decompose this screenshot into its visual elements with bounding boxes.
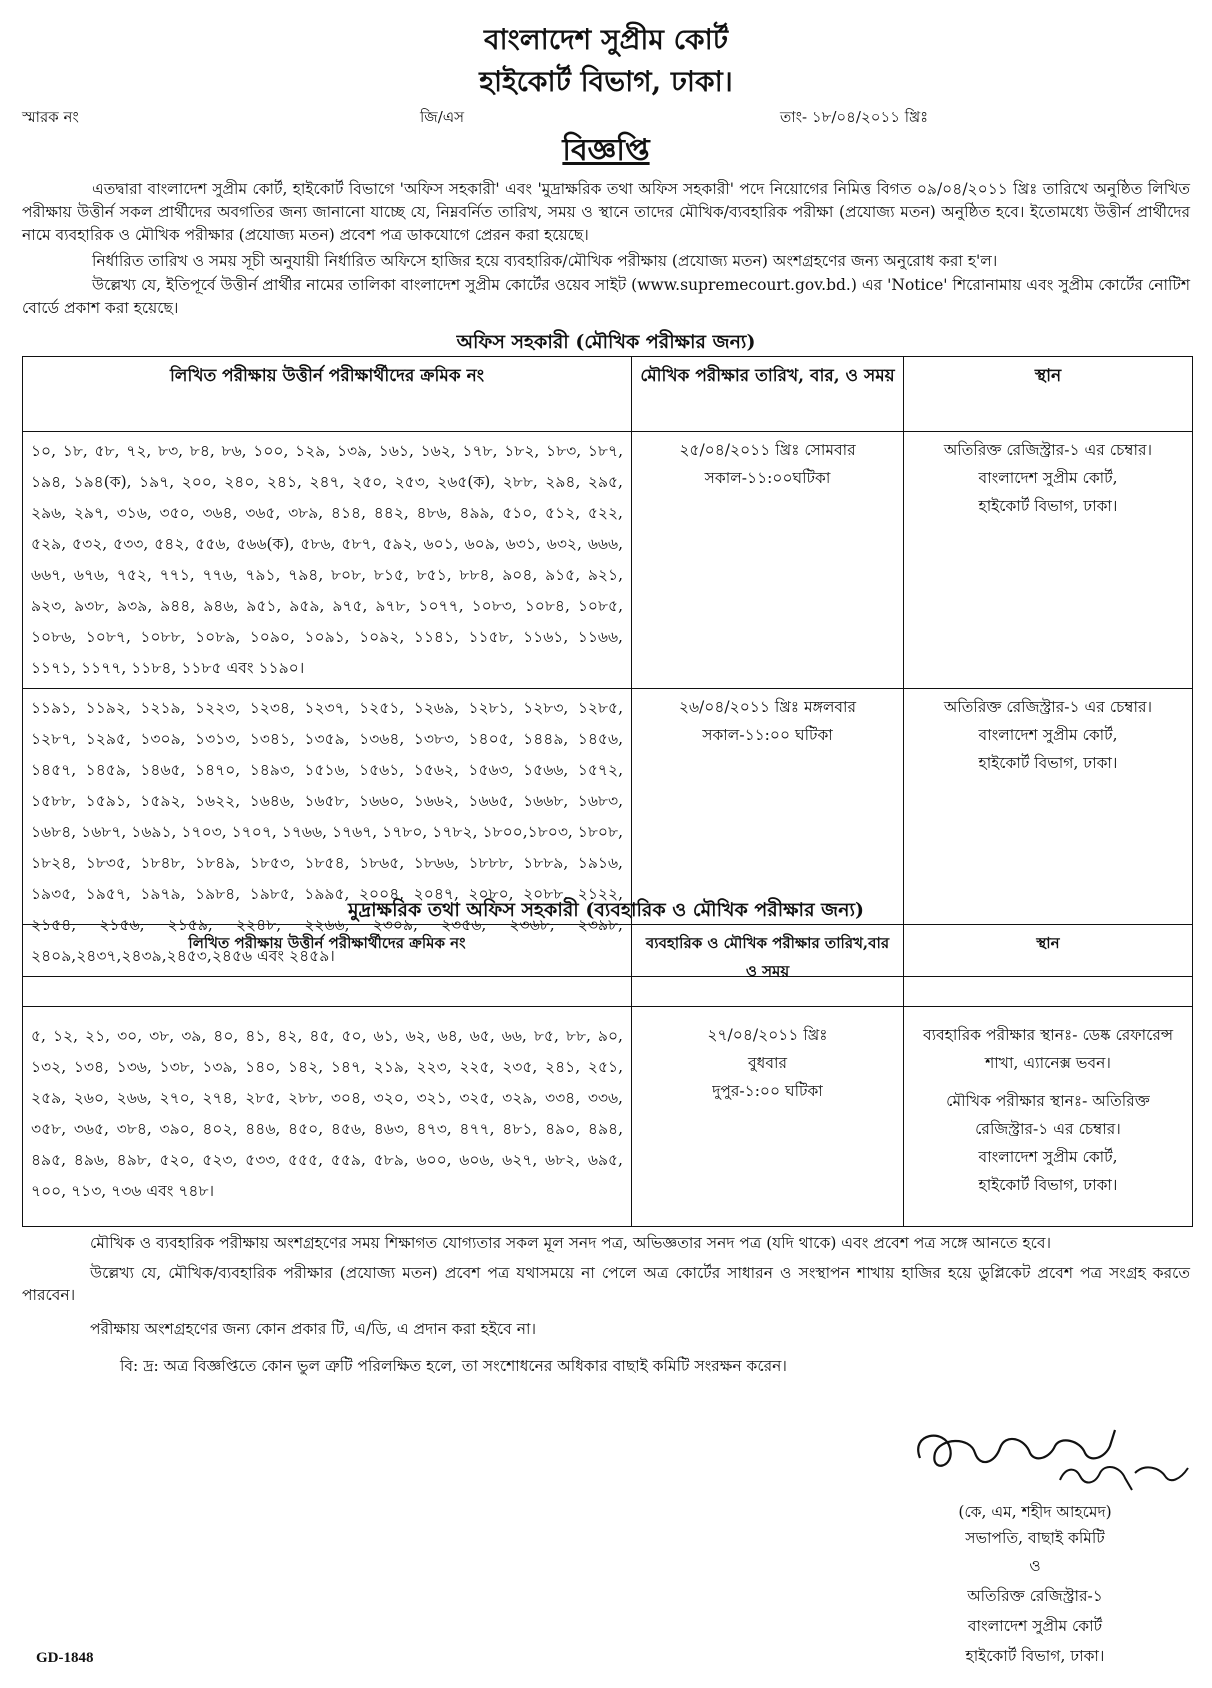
section2-row-numbers: ৫, ১২, ২১, ৩০, ৩৮, ৩৯, ৪০, ৪১, ৪২, ৪৫, ৫০, ৬১, ৬২, ৬৪, ৬৫, ৬৬, ৮৫, ৮৮, ৯০, ১৩২, ১৩৪, ১৩৬, ১৩৮, ১৩৯, ১৪০, ১৪২, ১৪৭, ২১৯, ২২৩, ২২৫, ২৩৫, ২৪১, ২৫১, ২৫৯, ২৬০, ২৬৬, ২৭০, ২৭৪, ২৮৫, ২৮৮, ৩০৪, ৩২০, ৩২১, ৩২৫, ৩২৯, ৩৩৪, ৩৩৬, ৩৫৮, ৩৬৫, ৩৮৪, ৩৯০, ৪০২, ৪৪৬, ৪৫০, ৪৫৬, ৪৬৩, ৪৭৩, ৪৭৭, ৪৮১, ৪৯০, ৪৯৪, ৪৯৫, ৪৯৬, ৪৯৮, ৫২০, ৫২৩, ৫৩৩, ৫৫৫, ৫৫৯, ৫৮৯, ৬০০, ৬০৬, ৬২৭, ৬৮২, ৬৯৫, ৭০০, ৭১৩, ৭৩৬ এবং ৭৪৮। [23, 1007, 632, 1227]
section1-row1-time: সকাল-১১:০০ঘটিকা [704, 469, 831, 487]
footer-note-2: উল্লেখ্য যে, মৌখিক/ব্যবহারিক পরীক্ষার (প্রযোজ্য মতন) প্রবেশ পত্র যথাসময়ে না পেলে অত্র কোর্টের সাধারন ও সংস্থাপন শাখায় হাজির হয়ে ডুপ্লিকেট প্রবেশ পত্র সংগ্রহ করতে পারবেন। [22, 1264, 1190, 1304]
section2-place-line3: হাইকোর্ট বিভাগ, ঢাকা। [978, 1176, 1118, 1194]
section2-row-day: বুধবার [748, 1054, 787, 1072]
table-row [23, 1007, 1193, 1227]
section1-row2-place-line3: হাইকোর্ট বিভাগ, ঢাকা। [978, 754, 1118, 772]
section2-place-line2: বাংলাদেশ সুপ্রীম কোর্ট, [978, 1148, 1118, 1166]
section1-header-numbers: লিখিত পরীক্ষায় উত্তীর্ন পরীক্ষার্থীদের ক্রমিক নং [23, 357, 632, 432]
section1-title: অফিস সহকারী (মৌখিক পরীক্ষার জন্য) [456, 331, 756, 353]
footer-note-1: মৌখিক ও ব্যবহারিক পরীক্ষায় অংশগ্রহণের সময় শিক্ষাগত যোগ্যতার সকল মূল সনদ পত্র, অভিজ্ঞতার সনদ পত্র (যদি থাকে) এবং প্রবেশ পত্র সঙ্গে আনতে হবে। [90, 1234, 1052, 1252]
section1-row1-numbers: ১০, ১৮, ৫৮, ৭২, ৮৩, ৮৪, ৮৬, ১০০, ১২৯, ১৩৯, ১৬১, ১৬২, ১৭৮, ১৮২, ১৮৩, ১৮৭, ১৯৪, ১৯৪(ক), ১৯৭, ২০০, ২৪০, ২৪১, ২৪৭, ২৫০, ২৫৩, ২৬৫(ক), ২৮৮, ২৯৪, ২৯৫, ২৯৬, ২৯৭, ৩১৬, ৩৫০, ৩৬৪, ৩৬৫, ৩৮৯, ৪১৪, ৪৪২, ৪৮৬, ৪৯৯, ৫১০, ৫১২, ৫২২, ৫২৯, ৫৩২, ৫৩৩, ৫৪২, ৫৫৬, ৫৬৬(ক), ৫৮৬, ৫৮৭, ৫৯২, ৬০১, ৬০৯, ৬৩১, ৬৩২, ৬৬৬, ৬৬৭, ৬৭৬, ৭৫২, ৭৭১, ৭৭৬, ৭৯১, ৭৯৪, ৮০৮, ৮১৫, ৮৫১, ৮৮৪, ৯০৪, ৯১৫, ৯২১, ৯২৩, ৯৩৮, ৯৩৯, ৯৪৪, ৯৪৬, ৯৫১, ৯৫৯, ৯৭৫, ৯৭৮, ১০৭৭, ১০৮৩, ১০৮৪, ১০৮৫, ১০৮৬, ১০৮৭, ১০৮৮, ১০৮৯, ১০৯০, ১০৯১, ১০৯২, ১১৪১, ১১৫৮, ১১৬১, ১১৬৬, ১১৭১, ১১৭৭, ১১৮৪, ১১৮৫ এবং ১১৯০। [23, 432, 632, 689]
section2-viva-place: মৌখিক পরীক্ষার স্থানঃ- অতিরিক্ত রেজিস্ট্রার-১ এর চেম্বার। [946, 1092, 1150, 1138]
section1-row1-schedule [632, 432, 904, 689]
section2-row-place [904, 1007, 1193, 1227]
memo-ref-label: স্মারক নং [22, 108, 79, 126]
section2-header-date: ব্যবহারিক ও মৌখিক পরীক্ষার তারিখ,বার ও সময় [632, 925, 904, 1007]
section1-row2-place-line1: অতিরিক্ত রেজিস্ট্রার-১ এর চেম্বার। [943, 698, 1153, 716]
section1-row1-place-line2: বাংলাদেশ সুপ্রীম কোর্ট, [978, 469, 1118, 487]
section1-row2-numbers: ১১৯১, ১১৯২, ১২১৯, ১২২৩, ১২৩৪, ১২৩৭, ১২৫১, ১২৬৯, ১২৮১, ১২৮৩, ১২৮৫, ১২৮৭, ১২৯৫, ১৩০৯, ১৩১৩, ১৩৪১, ১৩৫৯, ১৩৬৪, ১৩৮৩, ১৪০৫, ১৪৪৯, ১৪৫৬, ১৪৫৭, ১৪৫৯, ১৪৬৫, ১৪৭০, ১৪৯৩, ১৫১৬, ১৫৬১, ১৫৬২, ১৫৬৩, ১৫৬৬, ১৫৭২, ১৫৮৮, ১৫৯১, ১৫৯২, ১৬২২, ১৬৪৬, ১৬৫৮, ১৬৬০, ১৬৬২, ১৬৬৫, ১৬৬৮, ১৬৮৩, ১৬৮৪, ১৬৮৭, ১৬৯১, ১৭০৩, ১৭০৭, ১৭৬৬, ১৭৬৭, ১৭৮০, ১৭৮২, ১৮০০,১৮০৩, ১৮০৮, ১৮২৪, ১৮৩৫, ১৮৪৮, ১৮৪৯, ১৮৫৩, ১৮৫৪, ১৮৬৫, ১৮৬৬, ১৮৮৮, ১৮৮৯, ১৯১৬, ১৯৩৫, ১৯৫৭, ১৯৭৯, ১৯৮৪, ১৯৮৫, ১৯৯৫, ২০০৪, ২০৪৭, ২০৮০, ২০৮৮, ২১২২, ২১৫৪, ২১৫৬, ২১৫৯, ২২৪৮, ২২৬৬, ২৩০৯, ২৩৫৬, ২৩৬৮, ২৩৯৮, ২৪০৯,২৪৩৭,২৪৩৯,২৪৫৩,২৪৫৬ এবং ২৪৫৯। [23, 689, 632, 977]
memo-dept: জি/এস [420, 108, 465, 126]
section1-header-row [23, 357, 1193, 432]
section2-row-time: দুপুর-১:০০ ঘটিকা [712, 1082, 823, 1100]
section1-table [22, 356, 1193, 977]
section2-table [22, 924, 1193, 1227]
section2-title: মুদ্রাক্ষরিক তথা অফিস সহকারী (ব্যবহারিক ও মৌখিক পরীক্ষার জন্য) [348, 899, 864, 921]
intro-paragraph-2: নির্ধারিত তারিখ ও সময় সূচী অনুযায়ী নির্ধারিত অফিসে হাজির হয়ে ব্যবহারিক/মৌখিক পরীক্ষায় (প্রযোজ্য মতন) অংশগ্রহণের জন্য অনুরোধ করা হ'ল। [92, 252, 998, 270]
section1-header-date: মৌখিক পরীক্ষার তারিখ, বার, ও সময় [632, 357, 904, 432]
intro-paragraph-3: উল্লেখ্য যে, ইতিপূর্বে উত্তীর্ন প্রার্থীর নামের তালিকা বাংলাদেশ সুপ্রীম কোর্টের ওয়েব সাইট (www.supremecourt.gov.bd.) এর 'Notice' শিরোনামায় এবং সুপ্রীম কোর্টের নোটিশ বোর্ডে প্রকাশ করা হয়েছে। [22, 276, 1190, 317]
section1-header-place: স্থান [904, 357, 1193, 432]
signatory-division: হাইকোর্ট বিভাগ, ঢাকা। [965, 1647, 1105, 1665]
section2-row-schedule [632, 1007, 904, 1227]
document-code: GD-1848 [36, 1650, 94, 1666]
section1-row1-place [904, 432, 1193, 689]
section2-header-row [23, 925, 1193, 1007]
section1-row1-date: ২৫/০৪/২০১১ খ্রিঃ সোমবার [679, 441, 856, 459]
section1-row2-date: ২৬/০৪/২০১১ খ্রিঃ মঙ্গলবার [678, 698, 857, 716]
signature-image [900, 1418, 1200, 1498]
header-court-name: বাংলাদেশ সুপ্রীম কোর্ট [483, 23, 729, 56]
section2-header-numbers: লিখিত পরীক্ষায় উত্তীর্ন পরীক্ষার্থীদের ক্রমিক নং [23, 925, 632, 1007]
notice-title: বিজ্ঞপ্তি [562, 133, 650, 168]
signatory-org: বাংলাদেশ সুপ্রীম কোর্ট [967, 1617, 1103, 1635]
header-division: হাইকোর্ট বিভাগ, ঢাকা। [479, 65, 733, 98]
signatory-role: সভাপতি, বাছাই কমিটি [965, 1529, 1105, 1547]
signatory-and: ও [1029, 1557, 1041, 1575]
section2-header-place: স্থান [904, 925, 1193, 1007]
footer-note-3: পরীক্ষায় অংশগ্রহণের জন্য কোন প্রকার টি, এ/ডি, এ প্রদান করা হইবে না। [90, 1320, 536, 1338]
memo-date: তাং- ১৮/০৪/২০১১ খ্রিঃ [780, 108, 929, 126]
section1-row2-place-line2: বাংলাদেশ সুপ্রীম কোর্ট, [978, 726, 1118, 744]
section2-practical-place: ব্যবহারিক পরীক্ষার স্থানঃ- ডেষ্ক রেফারেন্স শাখা, এ্যানেক্স ভবন। [922, 1026, 1174, 1072]
signatory-role-2: অতিরিক্ত রেজিস্ট্রার-১ [967, 1587, 1103, 1605]
footer-note-4: বি: দ্র: অত্র বিজ্ঞপ্তিতে কোন ভুল ত্রুটি পরিলক্ষিত হলে, তা সংশোধনের অধিকার বাছাই কমিটি সংরক্ষন করেন। [120, 1357, 787, 1375]
section1-row1-place-line1: অতিরিক্ত রেজিস্ট্রার-১ এর চেম্বার। [943, 441, 1153, 459]
section1-row2-time: সকাল-১১:০০ ঘটিকা [702, 726, 833, 744]
intro-paragraph-1: এতদ্বারা বাংলাদেশ সুপ্রীম কোর্ট, হাইকোর্ট বিভাগে 'অফিস সহকারী' এবং 'মুদ্রাক্ষরিক তথা অফিস সহকারী' পদে নিয়োগের নিমিত্ত বিগত ০৯/০৪/২০১১ খ্রিঃ তারিখে অনুষ্ঠিত লিখিত পরীক্ষায় উত্তীর্ন সকল প্রার্থীদের অবগতির জন্য জানানো যাচ্ছে যে, নিম্নবর্নিত তারিখ, সময় ও স্থানে তাদের মৌখিক/ব্যবহারিক পরীক্ষা (প্রযোজ্য মতন) অনুষ্ঠিত হবে। ইতোমধ্যে উত্তীর্ন প্রার্থীদের নামে ব্যবহারিক ও মৌখিক পরীক্ষার (প্রযোজ্য মতন) প্রবেশ পত্র ডাকযোগে প্রেরন করা হয়েছে। [22, 180, 1190, 244]
section2-row-date: ২৭/০৪/২০১১ খ্রিঃ [707, 1026, 828, 1044]
signatory-name: (কে, এম, শহীদ আহমেদ) [958, 1503, 1112, 1521]
table-row [23, 432, 1193, 689]
section1-row1-place-line3: হাইকোর্ট বিভাগ, ঢাকা। [978, 497, 1118, 515]
